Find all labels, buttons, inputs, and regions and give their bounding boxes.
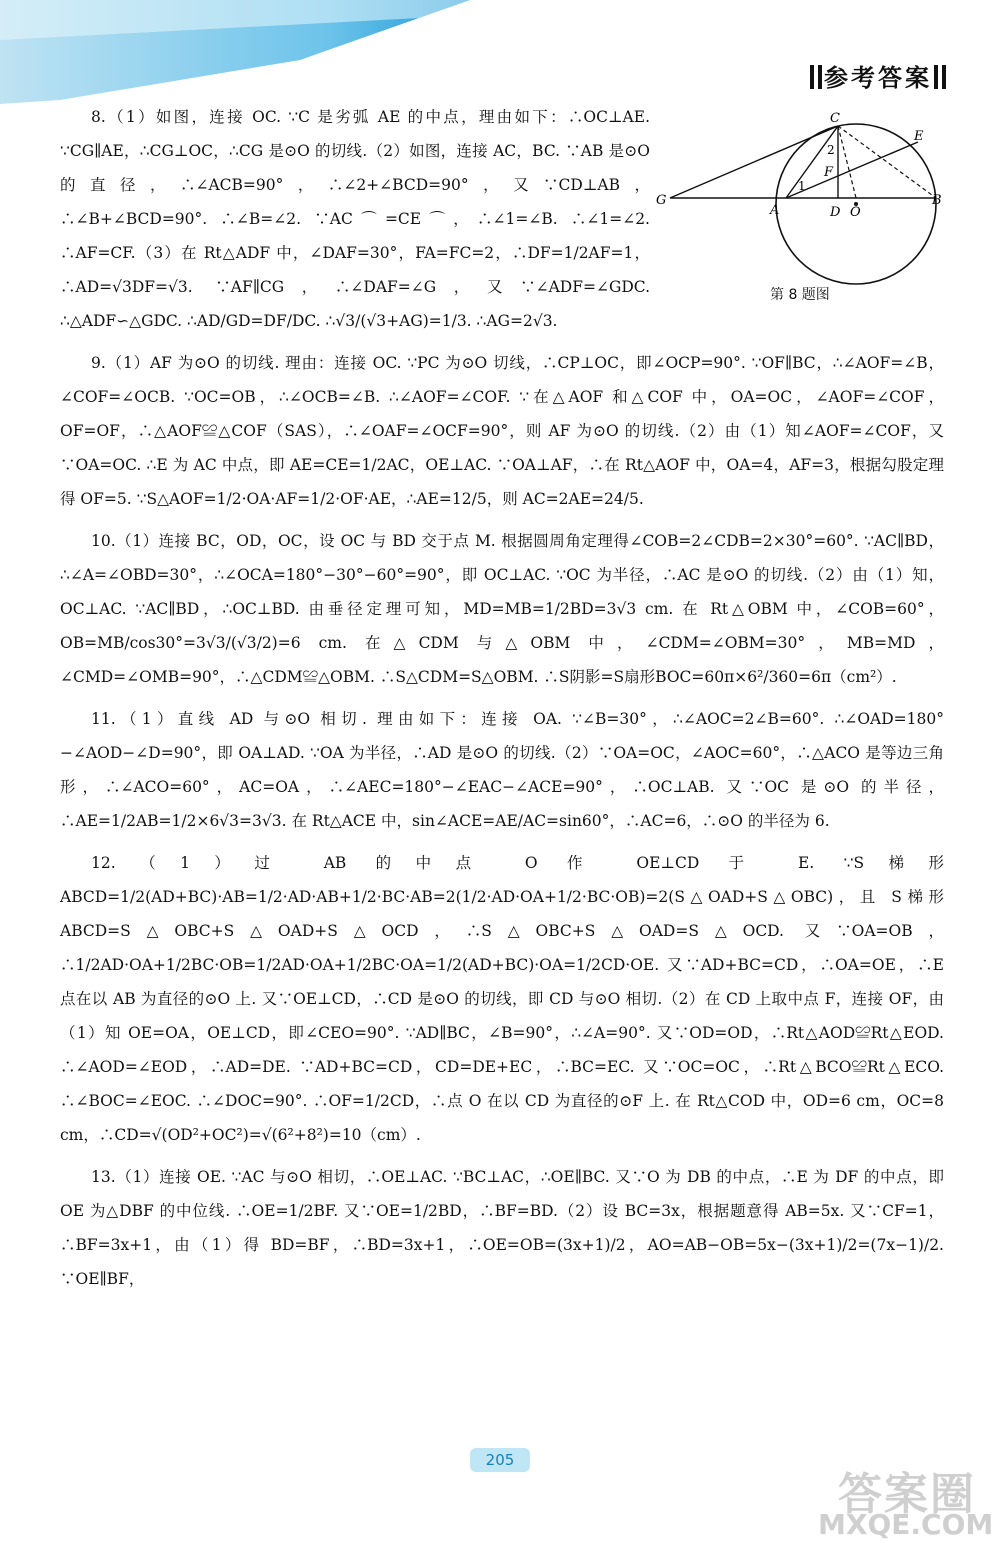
label-e: E <box>914 129 924 144</box>
label-b: B <box>932 193 942 208</box>
section-title-text: 参考答案 <box>824 64 932 92</box>
header-banner-decoration <box>0 0 520 105</box>
answer-content <box>60 100 944 1304</box>
label-o: O <box>850 205 861 220</box>
label-c: C <box>830 111 840 126</box>
section-title <box>808 58 948 93</box>
watermark-url: MXQE.COM <box>818 1508 994 1541</box>
answer-9: 9.（1）AF 为⊙O 的切线. 理由：连接 OC. ∵PC 为⊙O 切线，∴CP⊥OC，即∠OCP=90°. ∵OF∥BC，∴∠AOF=∠B，∠COF=∠OCB. ∵OC=OB，∴∠OCB=∠B. ∴∠AOF=∠COF. ∵在△AOF 和△COF 中，OA=OC，∠AOF=∠COF，OF=OF，∴△AOF≌△COF（SAS），∴∠OAF=∠OCF=90°，则 AF 为⊙O 的切线.（2）由（1）知∠AOF=∠COF，又∵OA=OC. ∴E 为 AC 中点，即 AE=CE=1/2AC，OE⊥AC. ∵OA⊥AF，∴在 Rt△AOF 中，OA=4，AF=3，根据勾股定理得 OF=5. ∵S△AOF=1/2·OA·AF=1/2·OF·AE，∴AE=12/5，则 AC=2AE=24/5. <box>60 354 944 508</box>
answer-8: 8.（1）如图，连接 OC. ∵C 是劣弧 AE 的中点，理由如下：∴OC⊥AE. ∵CG∥AE，∴CG⊥OC，∴CG 是⊙O 的切线.（2）如图，连接 AC，BC. ∵AB 是⊙O 的直径，∴∠ACB=90°，∴∠2+∠BCD=90°，又∵CD⊥AB，∴∠B+∠BCD=90°. ∴∠B=∠2. ∵AC⌒=CE⌒，∴∠1=∠B. ∴∠1=∠2. ∴AF=CF.（3）在 Rt△ADF 中，∠DAF=30°，FA=FC=2，∴DF=1/2AF=1，∴AD=√3DF=√3. ∵AF∥CG，∴∠DAF=∠G，又∵∠ADF=∠GDC. ∴△ADF∽△GDC. ∴AD/GD=DF/DC. ∴√3/(√3+AG)=1/3. ∴AG=2√3. <box>60 108 650 330</box>
answer-11: 11.（1）直线 AD 与⊙O 相切. 理由如下：连接 OA. ∵∠B=30°，∴∠AOC=2∠B=60°. ∴∠OAD=180°−∠AOD−∠D=90°，即 OA⊥AD. ∵OA 为半径，∴AD 是⊙O 的切线.（2）∵OA=OC，∠AOC=60°，∴△ACO 是等边三角形，∴∠ACO=60°，AC=OA，∴∠AEC=180°−∠EAC−∠ACE=90°，∴OC⊥AB. 又∵OC 是⊙O 的半径，∴AE=1/2AB=1/2×6√3=3√3. 在 Rt△ACE 中，sin∠ACE=AE/AC=sin60°，∴AC=6，∴⊙O 的半径为 6. <box>60 710 944 830</box>
watermark-logo: 答案圈 <box>838 1469 976 1520</box>
label-f: F <box>824 165 834 180</box>
label-a: A <box>770 203 780 218</box>
answer-10: 10.（1）连接 BC，OD，OC，设 OC 与 BD 交于点 M. 根据圆周角定理得∠COB=2∠CDB=2×30°=60°. ∵AC∥BD，∴∠A=∠OBD=30°，∴∠OCA=180°−30°−60°=90°，即 OC⊥AC. ∵OC 为半径，∴AC 是⊙O 的切线.（2）由（1）知，OC⊥AC. ∵AC∥BD，∴OC⊥BD. 由垂径定理可知，MD=MB=1/2BD=3√3 cm. 在 Rt△OBM 中，∠COB=60°，OB=MB/cos30°=3√3/(√3/2)=6 cm. 在△CDM 与△OBM 中，∠CDM=∠OBM=30°，MB=MD，∠CMD=∠OMB=90°，∴△CDM≌△OBM. ∴S△CDM=S△OBM. ∴S阴影=S扇形BOC=60π×6²/360=6π（cm²）. <box>60 532 944 686</box>
answer-12: 12.（1）过 AB 的中点 O 作 OE⊥CD 于 E. ∵S梯形ABCD=1/2(AD+BC)·AB=1/2·AD·AB+1/2·BC·AB=2(1/2·AD·OA+1/2·BC·OB)=2(S△OAD+S△OBC)，且 S梯形ABCD=S△OBC+S△OAD+S△OCD，∴S△OBC+S△OAD=S△OCD. 又∵OA=OB，∴1/2AD·OA+1/2BC·OB=1/2AD·OA+1/2BC·OA=1/2(AD+BC)·OA=1/2CD·OE. 又∵AD+BC=CD，∴OA=OE，∴E 点在以 AB 为直径的⊙O 上. 又∵OE⊥CD，∴CD 是⊙O 的切线，即 CD 与⊙O 相切.（2）在 CD 上取中点 F，连接 OF，由（1）知 OE=OA，OE⊥CD，即∠CEO=90°. ∵AD∥BC，∠B=90°，∴∠A=90°. 又∵OD=OD，∴Rt△AOD≌Rt△EOD. ∴∠AOD=∠EOD，∴AD=DE. ∵AD+BC=CD，CD=DE+EC，∴BC=EC. 又∵OC=OC，∴Rt△BCO≌Rt△ECO. ∴∠BOC=∠EOC. ∴∠DOC=90°. ∴OF=1/2CD，∴点 O 在以 CD 为直径的⊙F 上. 在 Rt△COD 中，OD=6 cm，OC=8 cm，∴CD=√(OD²+OC²)=√(6²+8²)=10（cm）. <box>60 854 944 1144</box>
label-angle-1: 1 <box>798 179 806 193</box>
label-angle-2: 2 <box>827 143 835 157</box>
figure-caption: 第 8 题图 <box>770 287 830 303</box>
label-g: G <box>656 193 667 208</box>
page-number: 205 <box>470 1448 530 1472</box>
label-d: D <box>830 205 841 220</box>
answer-13: 13.（1）连接 OE. ∵AC 与⊙O 相切，∴OE⊥AC. ∵BC⊥AC，∴OE∥BC. 又∵O 为 DB 的中点，∴E 为 DF 的中点，即 OE 为△DBF 的中位线. ∴OE=1/2BF. 又∵OE=1/2BD，∴BF=BD.（2）设 BC=3x，根据题意得 AB=5x. 又∵CF=1，∴BF=3x+1，由（1）得 BD=BF，∴BD=3x+1，∴OE=OB=(3x+1)/2，AO=AB−OB=5x−(3x+1)/2=(7x−1)/2. ∵OE∥BF， <box>60 1168 944 1288</box>
